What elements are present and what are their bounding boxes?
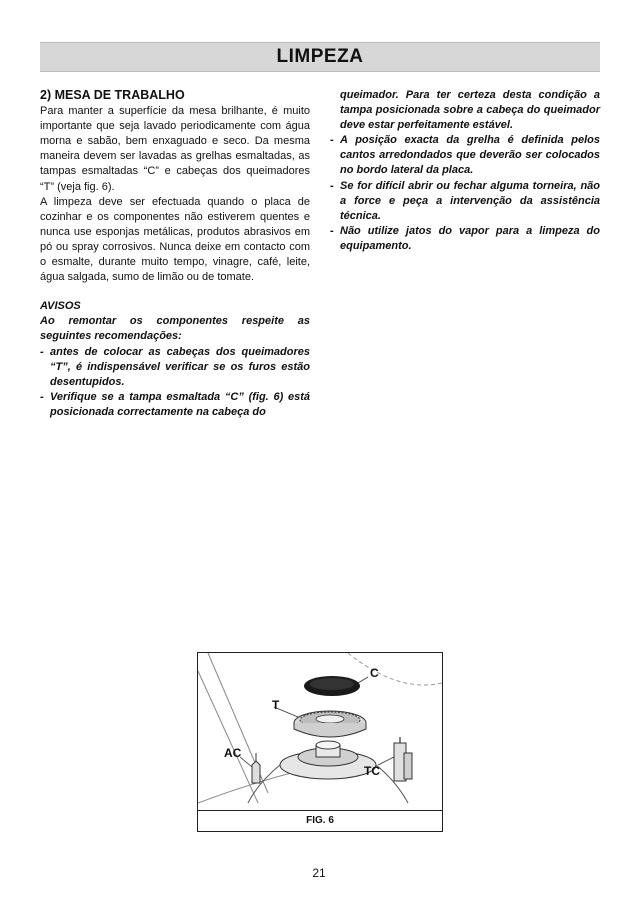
warnings-list-right [330,133,600,254]
list-item: - Não utilize jatos do vapor para a limpeza do equipamento. [330,224,600,252]
burner-base-icon [248,741,408,803]
label-tc: TC [364,764,380,778]
warnings-title: AVISOS [40,300,81,313]
section-header-band [40,42,600,72]
section-title: 2) MESA DE TRABALHO [40,88,185,102]
paragraph-2: A limpeza deve ser efectuada quando o placa de cozinhar e os componentes não estiverem quentes e nunca use esponjas metálicas, produtos abrasivos em pó ou spray corrosivos. Nunca deixe em contacto com o esmalte, durante muito tempo, vinagre, café, leite, água salgada, sumo de limão ou de tomate. [40,195,310,284]
warnings-list-left [40,345,310,420]
label-ac: AC [224,746,242,760]
burner-head-t-icon [294,711,366,737]
label-t: T [272,698,280,712]
left-column [40,88,310,420]
thermocouple-tc-icon [394,737,412,781]
warning-continuation: queimador. Para ter certeza desta condição a tampa posicionada sobre a cabeça do queimador deve estar perfeitamente estável. [340,89,600,132]
warnings-intro: Ao remontar os componentes respeite as seguintes recomendações: [40,315,310,343]
list-item: - Verifique se a tampa esmaltada “C” (fig. 6) está posicionada correctamente na cabeça do [40,390,310,418]
section-header-title: LIMPEZA [276,46,364,67]
label-c: C [370,666,379,680]
right-column [330,88,600,254]
figure-caption: FIG. 6 [198,810,442,831]
list-item: - A posição exacta da grelha é definida pelos cantos arredondados que deverão ser colocados no bordo lateral da placa. [330,134,600,177]
page-number: 21 [312,866,326,880]
list-item: - antes de colocar as cabeças dos queimadores “T”, é indispensável verificar se os furos estão desentupidos. [40,345,310,388]
paragraph-1: Para manter a superfície da mesa brilhante, é muito importante que seja lavado periodicamente com água morna e sabão, bem enxaguado e seco. Da mesma maneira devem ser lavadas as grelhas esmaltadas, as tampas esmaltadas “C” e cabeças dos queimadores “T” (veja fig. 6). [40,105,310,193]
list-item: - Se for difícil abrir ou fechar alguma torneira, não a force e peça a intervenção da assistência técnica. [330,179,600,222]
figure-6 [197,652,443,832]
burner-illustration [198,653,442,811]
